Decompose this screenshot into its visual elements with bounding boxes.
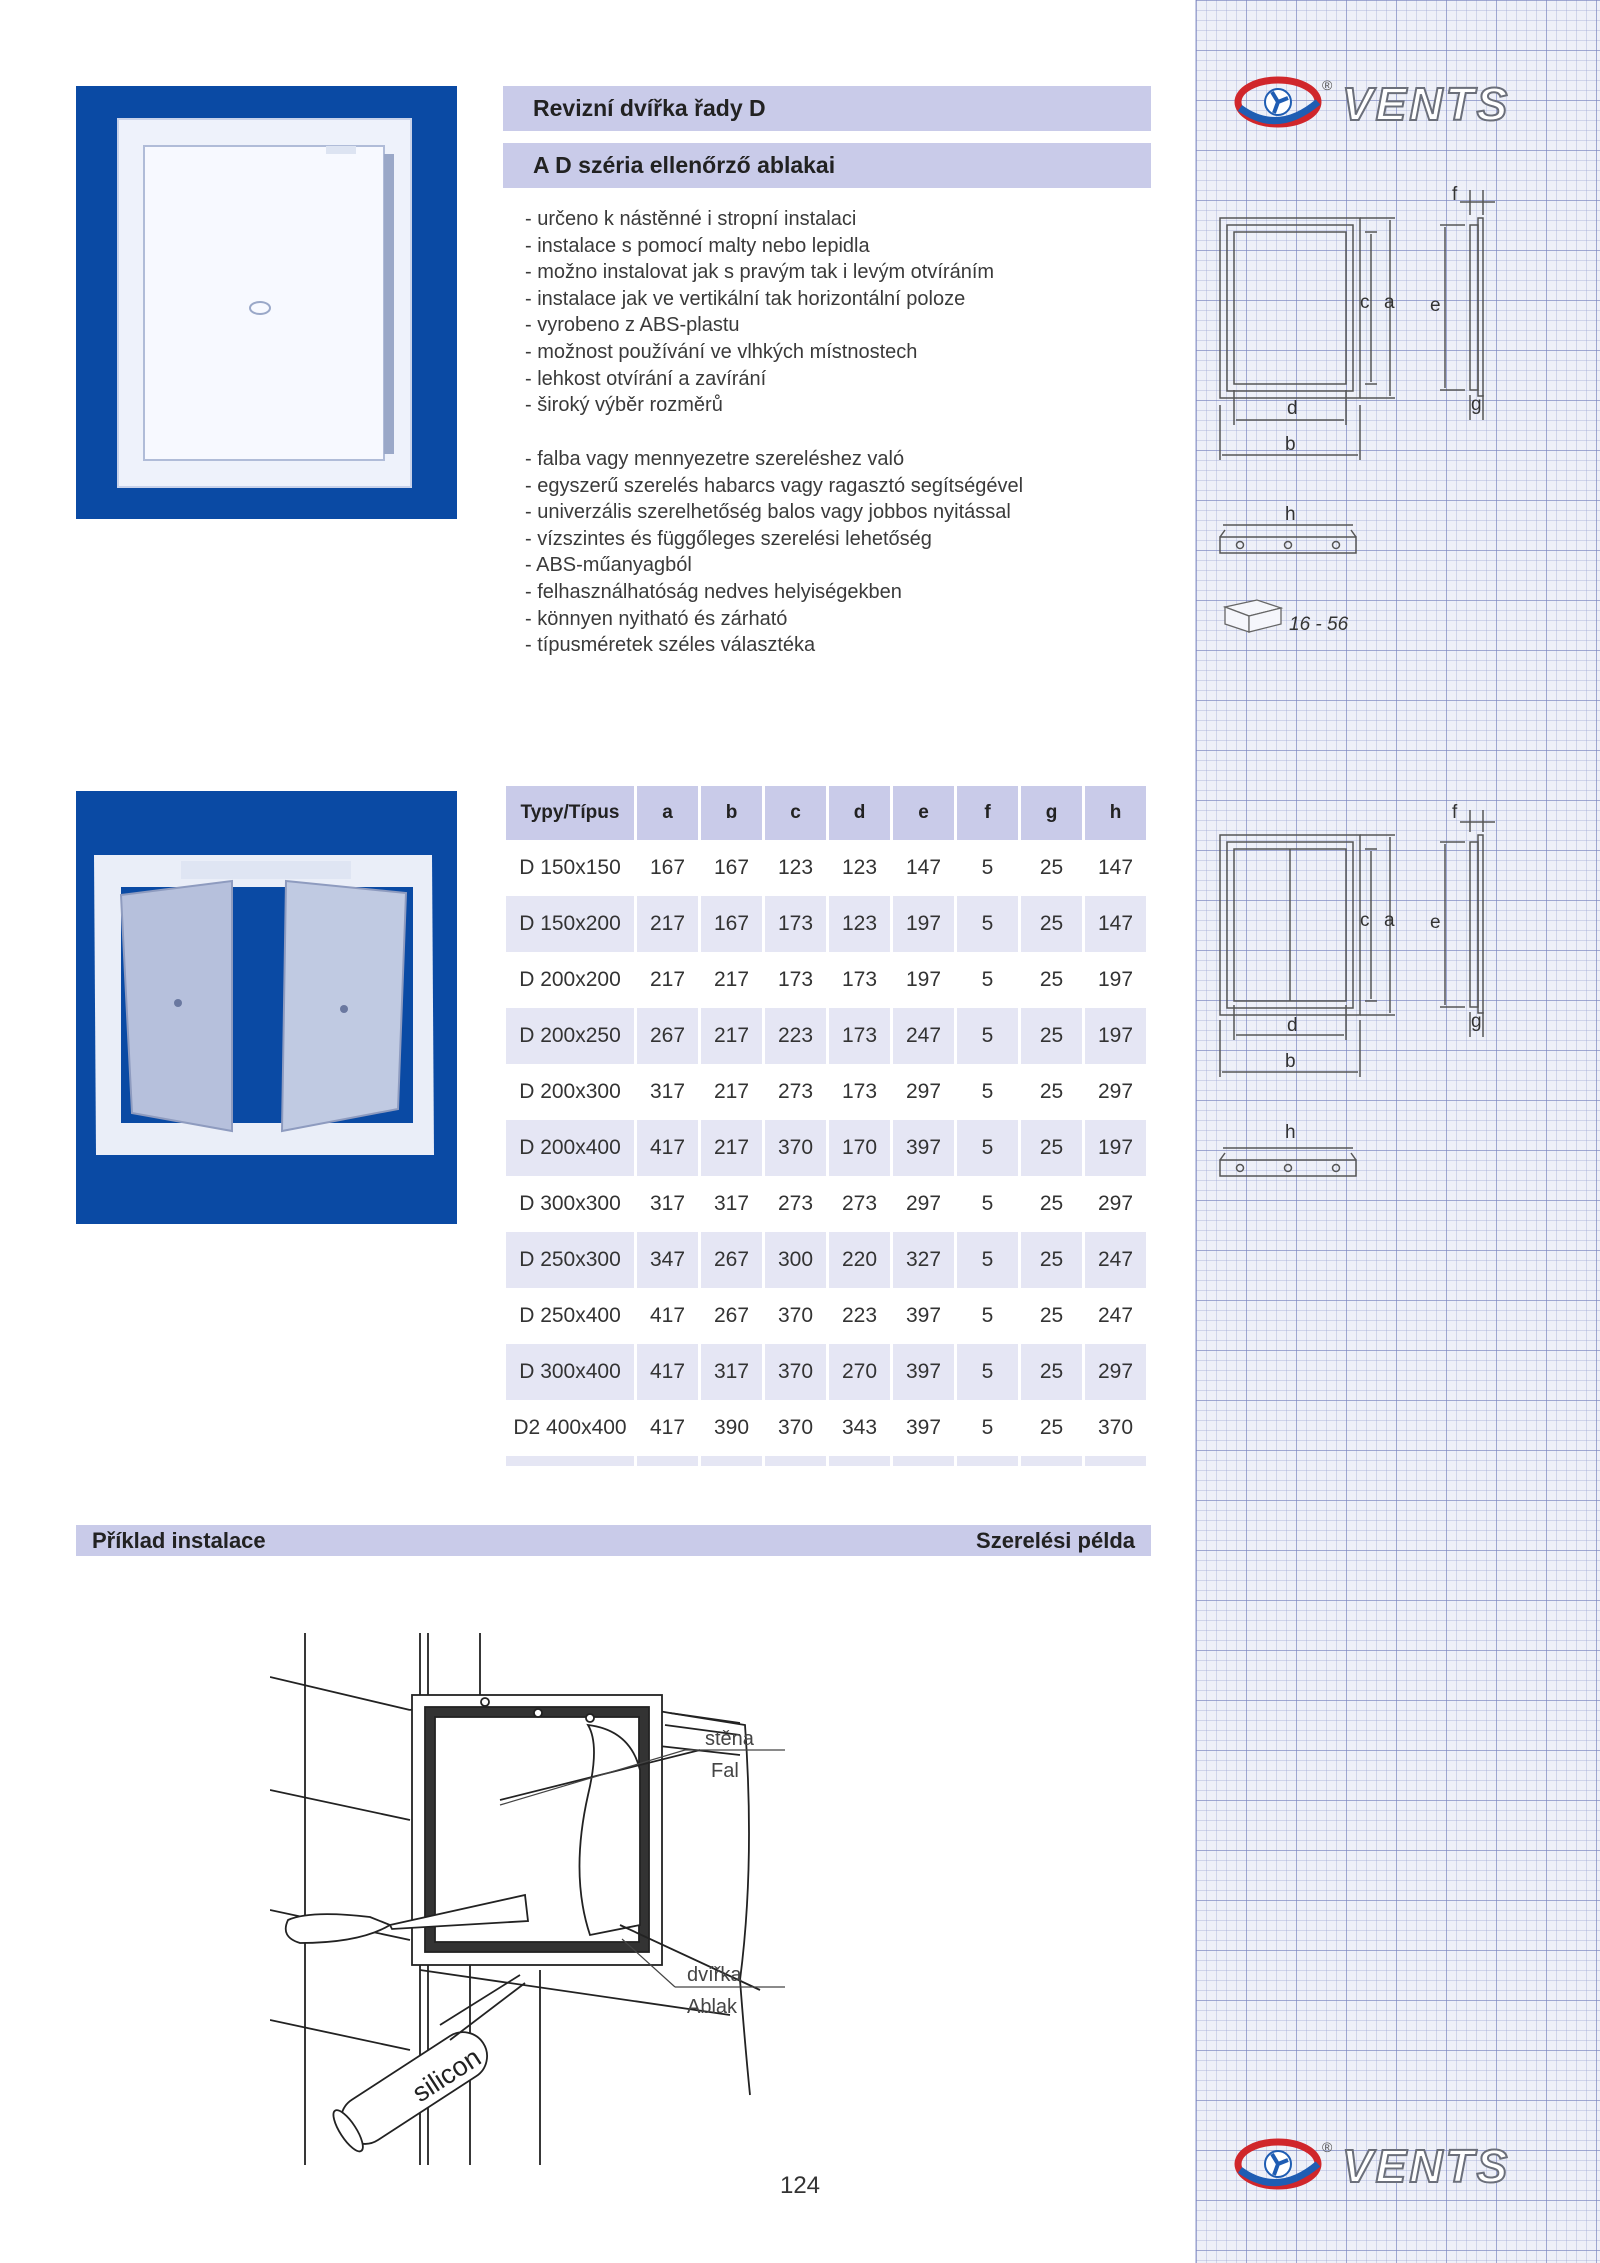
dimension-cell: 370: [777, 1304, 814, 1327]
dimension-cell: 147: [1085, 896, 1146, 952]
label-c-2: c: [1360, 910, 1370, 931]
callout-door-cz: dvířka: [687, 1964, 742, 1986]
title-hu: A D széria ellenőrző ablakai: [533, 152, 836, 178]
label-e: e: [1430, 295, 1441, 316]
dimension-cell: 417: [649, 1304, 686, 1327]
dimension-cell: 197: [1085, 1120, 1146, 1176]
label-a: a: [1384, 292, 1395, 313]
dimension-cell: 317: [701, 1344, 762, 1400]
installation-label-hu: Szerelési példa: [976, 1527, 1135, 1553]
title-hu-band: [503, 143, 1151, 188]
label-d-2: d: [1287, 1015, 1298, 1036]
dimension-cell: 223: [841, 1304, 878, 1327]
dimension-cell: 25: [1021, 1344, 1082, 1400]
product-photo-single-door: [76, 86, 457, 519]
dimension-cell: 173: [841, 1080, 878, 1103]
vents-logo-footer: [1230, 2134, 1560, 2194]
type-cell: D 150x150: [519, 856, 621, 879]
column-header: b: [701, 786, 762, 840]
dimension-cell: 217: [701, 1008, 762, 1064]
packaging-quantity: 16 - 56: [1289, 614, 1349, 635]
dimension-cell: 247: [893, 1008, 954, 1064]
installation-band: [76, 1525, 1151, 1556]
dimension-cell: 390: [713, 1416, 750, 1439]
logo-wordmark-footer: VENTS: [1342, 2140, 1511, 2192]
table-end-cell: [765, 1456, 826, 1466]
dimension-cell: 217: [713, 1080, 750, 1103]
dimension-cell: 25: [1021, 896, 1082, 952]
table-row: [506, 1176, 1146, 1232]
feature-list-cz: [525, 206, 994, 419]
registered-mark-footer: ®: [1322, 2139, 1333, 2155]
logo-wordmark: VENTS: [1342, 78, 1511, 130]
table-end-cell: [1021, 1456, 1082, 1466]
dimension-cell: 217: [713, 968, 750, 991]
dimension-cell: 167: [701, 896, 762, 952]
list-item: - vízszintes és függőleges szerelési lehetőség: [525, 527, 932, 550]
dimension-drawing-single: [1205, 180, 1535, 650]
dimension-cell: 267: [637, 1008, 698, 1064]
vents-logo: [1230, 72, 1560, 132]
list-item: - felhasználhatóság nedves helyiségekben: [525, 580, 902, 603]
list-item: - könnyen nyitható és zárható: [525, 607, 788, 630]
dimension-cell: 417: [637, 1344, 698, 1400]
dimension-cell: 370: [765, 1344, 826, 1400]
table-row: [506, 1288, 1146, 1344]
dimension-cell: 123: [777, 856, 814, 879]
dimension-cell: 317: [649, 1080, 686, 1103]
callout-door-hu: Ablak: [687, 1996, 738, 2018]
list-item: - instalace jak ve vertikální tak horizontální poloze: [525, 287, 966, 310]
dimension-cell: 247: [1097, 1304, 1134, 1327]
type-cell: D 300x400: [506, 1344, 634, 1400]
page-number: 124: [779, 2172, 821, 2199]
table-row: [506, 1344, 1146, 1400]
type-cell: D 300x300: [519, 1192, 621, 1215]
column-header: c: [765, 786, 826, 840]
dimension-cell: 297: [1097, 1192, 1134, 1215]
dimension-cell: 273: [777, 1192, 814, 1215]
type-cell: D 250x300: [506, 1232, 634, 1288]
table-row: [506, 896, 1146, 952]
registered-mark: ®: [1322, 77, 1333, 93]
table-end-cell: [1085, 1456, 1146, 1466]
installation-label-cz: Příklad instalace: [92, 1527, 266, 1553]
type-cell: D 200x200: [519, 968, 621, 991]
list-item: - falba vagy mennyezetre szereléshez való: [525, 448, 905, 470]
dimension-cell: 5: [957, 1232, 1018, 1288]
dimension-cell: 370: [777, 1416, 814, 1439]
label-g-2: g: [1471, 1011, 1482, 1032]
table-row: [506, 1120, 1146, 1176]
dimension-cell: 173: [841, 968, 878, 991]
dimension-cell: 25: [1039, 1192, 1064, 1215]
column-header: d: [829, 786, 890, 840]
dimension-cell: 317: [649, 1192, 686, 1215]
column-header: f: [957, 786, 1018, 840]
dimension-cell: 343: [841, 1416, 878, 1439]
table-row: [506, 1064, 1146, 1120]
label-c: c: [1360, 292, 1370, 313]
table-end-cell: [506, 1456, 634, 1466]
list-item: - ABS-műanyagból: [525, 554, 692, 577]
column-header: g: [1021, 786, 1082, 840]
dimension-cell: 25: [1039, 1080, 1064, 1103]
column-header: h: [1085, 786, 1146, 840]
type-cell: D 200x400: [506, 1120, 634, 1176]
dimension-cell: 417: [649, 1416, 686, 1439]
column-header: a: [637, 786, 698, 840]
table-header-row: [506, 786, 1146, 840]
dimension-cell: 273: [841, 1192, 878, 1215]
dimension-cell: 167: [713, 856, 750, 879]
dimension-cell: 147: [905, 856, 942, 879]
dimension-cell: 147: [1097, 856, 1134, 879]
dimension-cell: 25: [1039, 1416, 1064, 1439]
column-header: e: [893, 786, 954, 840]
dimension-cell: 170: [829, 1120, 890, 1176]
dimension-cell: 297: [1085, 1344, 1146, 1400]
dimension-cell: 25: [1021, 1008, 1082, 1064]
table-row: [506, 840, 1146, 896]
dimension-cell: 297: [905, 1192, 942, 1215]
list-item: - lehkost otvírání a zavírání: [525, 367, 767, 390]
label-h-2: h: [1285, 1122, 1296, 1143]
dimension-cell: 247: [1085, 1232, 1146, 1288]
dimension-cell: 270: [829, 1344, 890, 1400]
feature-list-hu: [525, 446, 1023, 659]
table-end-cell: [893, 1456, 954, 1466]
table-end-cell: [957, 1456, 1018, 1466]
dimension-cell: 273: [777, 1080, 814, 1103]
label-d: d: [1287, 398, 1298, 419]
installation-illustration: [270, 1625, 970, 2165]
dimension-cell: 5: [957, 1344, 1018, 1400]
dimension-cell: 123: [841, 856, 878, 879]
dimension-cell: 167: [649, 856, 686, 879]
dimension-drawing-double: [1205, 800, 1535, 1200]
dimension-cell: 25: [1021, 1120, 1082, 1176]
dimension-cell: 217: [637, 896, 698, 952]
dimension-cell: 297: [1097, 1080, 1134, 1103]
dimension-cell: 297: [905, 1080, 942, 1103]
dimension-cell: 5: [981, 1192, 994, 1215]
table-row: [506, 1232, 1146, 1288]
dimension-cell: 217: [649, 968, 686, 991]
dimension-cell: 197: [1085, 1008, 1146, 1064]
dimension-cell: 397: [905, 1304, 942, 1327]
dimension-cell: 267: [713, 1304, 750, 1327]
type-cell: D2 400x400: [513, 1416, 627, 1439]
dimension-cell: 197: [905, 968, 942, 991]
dimension-cell: 300: [765, 1232, 826, 1288]
dimension-cell: 220: [829, 1232, 890, 1288]
dimension-cell: 173: [765, 896, 826, 952]
list-item: - egyszerű szerelés habarcs vagy ragasztó segítségével: [525, 474, 1024, 497]
dimension-cell: 25: [1039, 856, 1064, 879]
list-item: - vyrobeno z ABS-plastu: [525, 314, 740, 337]
type-cell: D 200x250: [506, 1008, 634, 1064]
dimension-cell: 25: [1039, 1304, 1064, 1327]
dimension-cell: 5: [981, 1080, 994, 1103]
dimension-cell: 370: [765, 1120, 826, 1176]
label-h: h: [1285, 504, 1296, 525]
dimension-cell: 5: [981, 1304, 994, 1327]
dimension-cell: 347: [637, 1232, 698, 1288]
dimensions-table: [503, 786, 1149, 1466]
dimension-cell: 5: [957, 896, 1018, 952]
dimension-cell: 5: [957, 1120, 1018, 1176]
label-b-2: b: [1285, 1051, 1296, 1072]
column-header: Typy/Típus: [506, 786, 634, 840]
callout-wall-hu: Fal: [711, 1760, 739, 1782]
type-cell: D 200x300: [519, 1080, 621, 1103]
box-icon: [1225, 600, 1281, 632]
type-cell: D 250x400: [519, 1304, 621, 1327]
table-end-cell: [637, 1456, 698, 1466]
title-cz: Revizní dvířka řady D: [533, 95, 766, 121]
dimension-cell: 173: [777, 968, 814, 991]
list-item: - možno instalovat jak s pravým tak i levým otvíráním: [525, 261, 995, 284]
dimension-cell: 223: [765, 1008, 826, 1064]
dimension-cell: 25: [1021, 1232, 1082, 1288]
list-item: - určeno k nástěnné i stropní instalaci: [525, 208, 857, 230]
table-end-strip: [506, 1456, 1146, 1466]
table-end-cell: [701, 1456, 762, 1466]
label-g: g: [1471, 394, 1482, 415]
dimension-cell: 397: [893, 1120, 954, 1176]
dimension-cell: 123: [829, 896, 890, 952]
table-end-cell: [829, 1456, 890, 1466]
label-e-2: e: [1430, 912, 1441, 933]
label-a-2: a: [1384, 910, 1395, 931]
dimension-cell: 327: [893, 1232, 954, 1288]
label-f-2: f: [1452, 802, 1458, 823]
table-row: [506, 1008, 1146, 1064]
list-item: - instalace s pomocí malty nebo lepidla: [525, 234, 870, 257]
dimension-cell: 5: [981, 856, 994, 879]
dimension-cell: 267: [701, 1232, 762, 1288]
dimension-cell: 417: [637, 1120, 698, 1176]
type-cell: D 150x200: [506, 896, 634, 952]
dimension-cell: 317: [713, 1192, 750, 1215]
table-row: [506, 1400, 1146, 1456]
dimension-cell: 5: [981, 968, 994, 991]
label-b: b: [1285, 434, 1296, 455]
dimension-cell: 217: [701, 1120, 762, 1176]
dimension-cell: 5: [957, 1008, 1018, 1064]
dimension-cell: 197: [1097, 968, 1134, 991]
dimension-cell: 173: [829, 1008, 890, 1064]
dimension-cell: 25: [1039, 968, 1064, 991]
list-item: - univerzális szerelhetőség balos vagy jobbos nyitással: [525, 501, 1011, 524]
silicon-tube-label: silicon: [406, 2042, 487, 2109]
table-row: [506, 952, 1146, 1008]
label-f: f: [1452, 184, 1458, 205]
callout-wall-cz: stěna: [705, 1728, 754, 1750]
dimension-cell: 5: [981, 1416, 994, 1439]
dimension-cell: 370: [1097, 1416, 1134, 1439]
title-cz-band: [503, 86, 1151, 131]
dimension-cell: 197: [893, 896, 954, 952]
dimension-cell: 397: [893, 1344, 954, 1400]
list-item: - típusméretek széles választéka: [525, 634, 816, 657]
dimension-cell: 397: [905, 1416, 942, 1439]
product-photo-double-door: [76, 791, 457, 1224]
list-item: - možnost používání ve vlhkých místnostech: [525, 340, 918, 363]
list-item: - široký výběr rozměrů: [525, 394, 723, 417]
